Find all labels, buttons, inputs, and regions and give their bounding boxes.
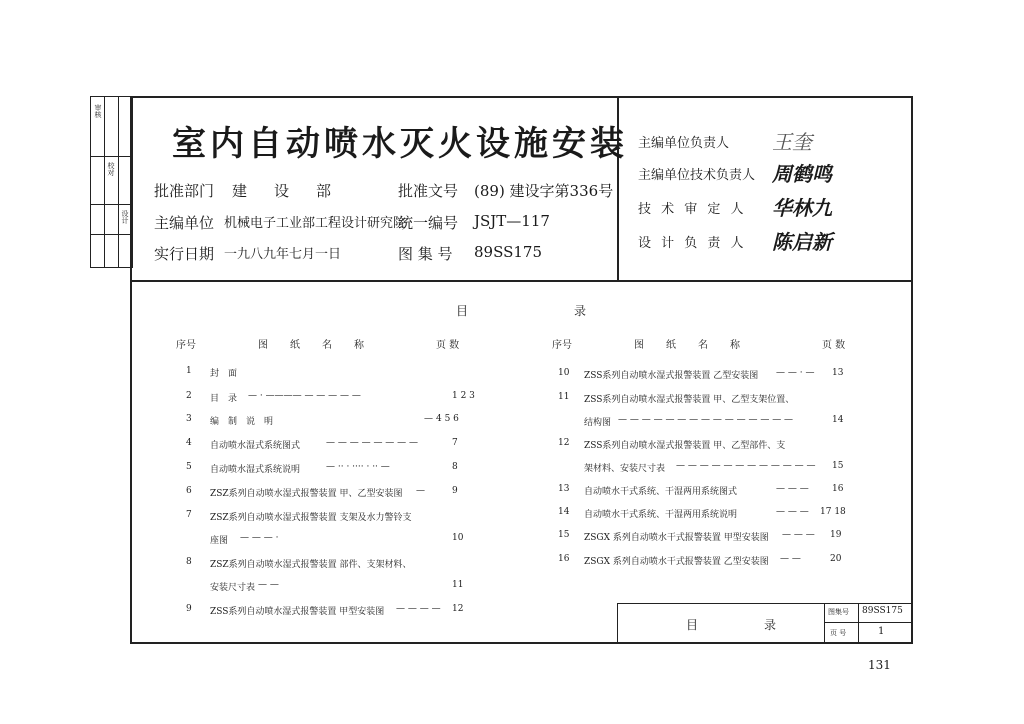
toc-leader: — (416, 486, 425, 496)
toc-row-no: 14 (558, 507, 570, 517)
page-no-cell-value: 1 (878, 626, 885, 637)
toc-row-name: 编 制 说 明 (210, 417, 274, 427)
page-number: 131 (868, 658, 891, 672)
toc-row-no: 13 (558, 484, 570, 494)
toc-row-page: 16 (832, 484, 844, 494)
toc-leader: — (424, 414, 433, 424)
toc-row-page: 11 (452, 580, 464, 590)
toc-row-name: 架材料、安装尺寸表 (584, 464, 666, 474)
toc-row-name: ZSZ系列自动喷水湿式报警装置 部件、支架材料、 (210, 560, 412, 570)
toc-row-name: ZSS系列自动喷水湿式报警装置 甲型安装图 (210, 607, 385, 617)
toc-left-header-name: 图 纸 名 称 (258, 340, 370, 351)
unified-code-label: 统一编号 (398, 214, 459, 232)
atlas-no-cell-value: 89SS175 (862, 606, 903, 616)
toc-row-name: ZSGX 系列自动喷水干式报警装置 甲型安装图 (584, 533, 769, 543)
toc-row (186, 366, 192, 376)
toc-leader: — — — — — — — — — — — — — — — (618, 415, 794, 425)
atlas-no-cell-label: 图集号 (828, 608, 849, 616)
approval-dept-value: 建 设 部 (232, 182, 338, 200)
unified-code-value: JSJT—117 (474, 212, 550, 230)
side-stamp (90, 96, 133, 268)
title-block-name-left: 目 (686, 618, 699, 632)
toc-row-page: 13 (832, 368, 844, 378)
toc-leader: — — (780, 554, 801, 564)
toc-row-name: ZSZ系列自动喷水湿式报警装置 支架及水力警铃支 (210, 513, 412, 523)
toc-row-name: 座图 (210, 536, 229, 546)
toc-right-header-no: 序号 (552, 340, 572, 351)
toc-leader: — — — — (396, 604, 441, 614)
toc-row-page: 1 2 3 (452, 391, 475, 401)
toc-row-name: 自动喷水干式系统、干湿两用系统图式 (584, 487, 738, 497)
toc-row-page: 14 (832, 415, 844, 425)
toc-title-left: 目 (456, 304, 469, 318)
title-block-name-right: 录 (764, 618, 777, 632)
toc-row-page: 19 (830, 530, 842, 540)
toc-row-no: 16 (558, 554, 570, 564)
design-head-label: 设 计 负 责 人 (638, 236, 747, 251)
toc-row-no: 4 (186, 438, 192, 448)
toc-row-name: 自动喷水干式系统、干湿两用系统说明 (584, 510, 738, 520)
stamp-review: 审核 (94, 104, 102, 118)
toc-row-no: 2 (186, 391, 192, 401)
toc-row-no: 8 (186, 557, 192, 567)
chief-unit-value: 机械电子工业部工程设计研究院 (224, 216, 407, 231)
chief-unit-head-label: 主编单位负责人 (638, 136, 730, 151)
toc-title-right: 录 (574, 304, 587, 318)
toc-row-name: 安装尺寸表 (210, 583, 256, 593)
toc-row-page: 10 (452, 533, 464, 543)
toc-row-page: 20 (830, 554, 842, 564)
toc-row-no: 15 (558, 530, 570, 540)
toc-left-header-page: 页 数 (436, 340, 460, 351)
toc-row-name: 结构图 (584, 418, 612, 428)
toc-row-name: ZSGX 系列自动喷水干式报警装置 乙型安装图 (584, 557, 769, 567)
toc-row-page: 17 18 (820, 507, 846, 517)
signature-4: 陈启新 (772, 230, 832, 254)
approval-doc-label: 批准文号 (398, 182, 459, 200)
toc-row-no: 3 (186, 414, 192, 424)
toc-leader: — — — (776, 507, 809, 517)
toc-leader: — — (258, 580, 279, 590)
page-title: 室内自动喷水灭火设施安装 (172, 124, 628, 164)
chief-unit-label: 主编单位 (154, 214, 215, 232)
toc-row-page: 15 (832, 461, 844, 471)
toc-leader: — — — — — — — — (326, 438, 419, 448)
approval-dept-label: 批准部门 (154, 182, 215, 200)
toc-row-no: 6 (186, 486, 192, 496)
toc-row-page: 9 (452, 486, 458, 496)
toc-row-no: 10 (558, 368, 570, 378)
toc-row-no: 5 (186, 462, 192, 472)
toc-leader: — — — · (240, 533, 279, 543)
atlas-no-label: 图 集 号 (398, 245, 453, 263)
stamp-check: 校对 (107, 162, 115, 176)
toc-row-no: 9 (186, 604, 192, 614)
toc-row-name: 目 录 (210, 394, 238, 404)
toc-leader: — — — (782, 530, 815, 540)
toc-row-page: 7 (452, 438, 458, 448)
signature-1: 王奎 (772, 130, 812, 154)
toc-leader: — ·· · ···· · ·· — (326, 462, 390, 472)
page-no-cell-label: 页 号 (830, 629, 847, 637)
toc-row-no: 7 (186, 510, 192, 520)
approval-doc-value: (89) 建设字第336号 (474, 182, 614, 200)
toc-row-no: 11 (558, 392, 570, 402)
toc-row-page: 12 (452, 604, 464, 614)
atlas-no-value: 89SS175 (474, 243, 543, 261)
toc-row-page: 4 5 6 (436, 414, 459, 424)
toc-left-header-no: 序号 (176, 340, 196, 351)
toc-right-header-page: 页 数 (822, 340, 846, 351)
signature-2: 周鹤鸣 (772, 162, 832, 186)
effective-date-value: 一九八九年七月一日 (224, 247, 342, 262)
toc-row-name: 自动喷水湿式系统说明 (210, 465, 301, 475)
toc-row-page: 8 (452, 462, 458, 472)
signature-3: 华林九 (772, 196, 832, 220)
toc-row-name: ZSZ系列自动喷水湿式报警装置 甲、乙型安装图 (210, 489, 403, 499)
effective-date-label: 实行日期 (154, 245, 215, 263)
toc-row-name: 自动喷水湿式系统图式 (210, 441, 301, 451)
tech-head-label: 主编单位技术负责人 (638, 168, 756, 183)
stamp-design: 设计 (121, 210, 129, 224)
toc-leader: — · ———— — — — — — (248, 391, 361, 401)
toc-leader: — — — — — — — — — — — — (676, 461, 816, 471)
toc-row-name: ZSS系列自动喷水湿式报警装置 乙型安装图 (584, 371, 759, 381)
toc-row-name: ZSS系列自动喷水湿式报警装置 甲、乙型支架位置、 (584, 395, 795, 405)
tech-reviewer-label: 技 术 审 定 人 (638, 202, 747, 217)
toc-right-header-name: 图 纸 名 称 (634, 340, 746, 351)
toc-row-name: 封 面 (210, 369, 238, 379)
toc-row-no: 12 (558, 438, 570, 448)
toc-leader: — — · — (776, 368, 815, 378)
toc-row-name: ZSS系列自动喷水湿式报警装置 甲、乙型部件、支 (584, 441, 786, 451)
toc-leader: — — — (776, 484, 809, 494)
toc-row-no: 1 (186, 366, 192, 376)
drawing-sheet (90, 96, 913, 644)
